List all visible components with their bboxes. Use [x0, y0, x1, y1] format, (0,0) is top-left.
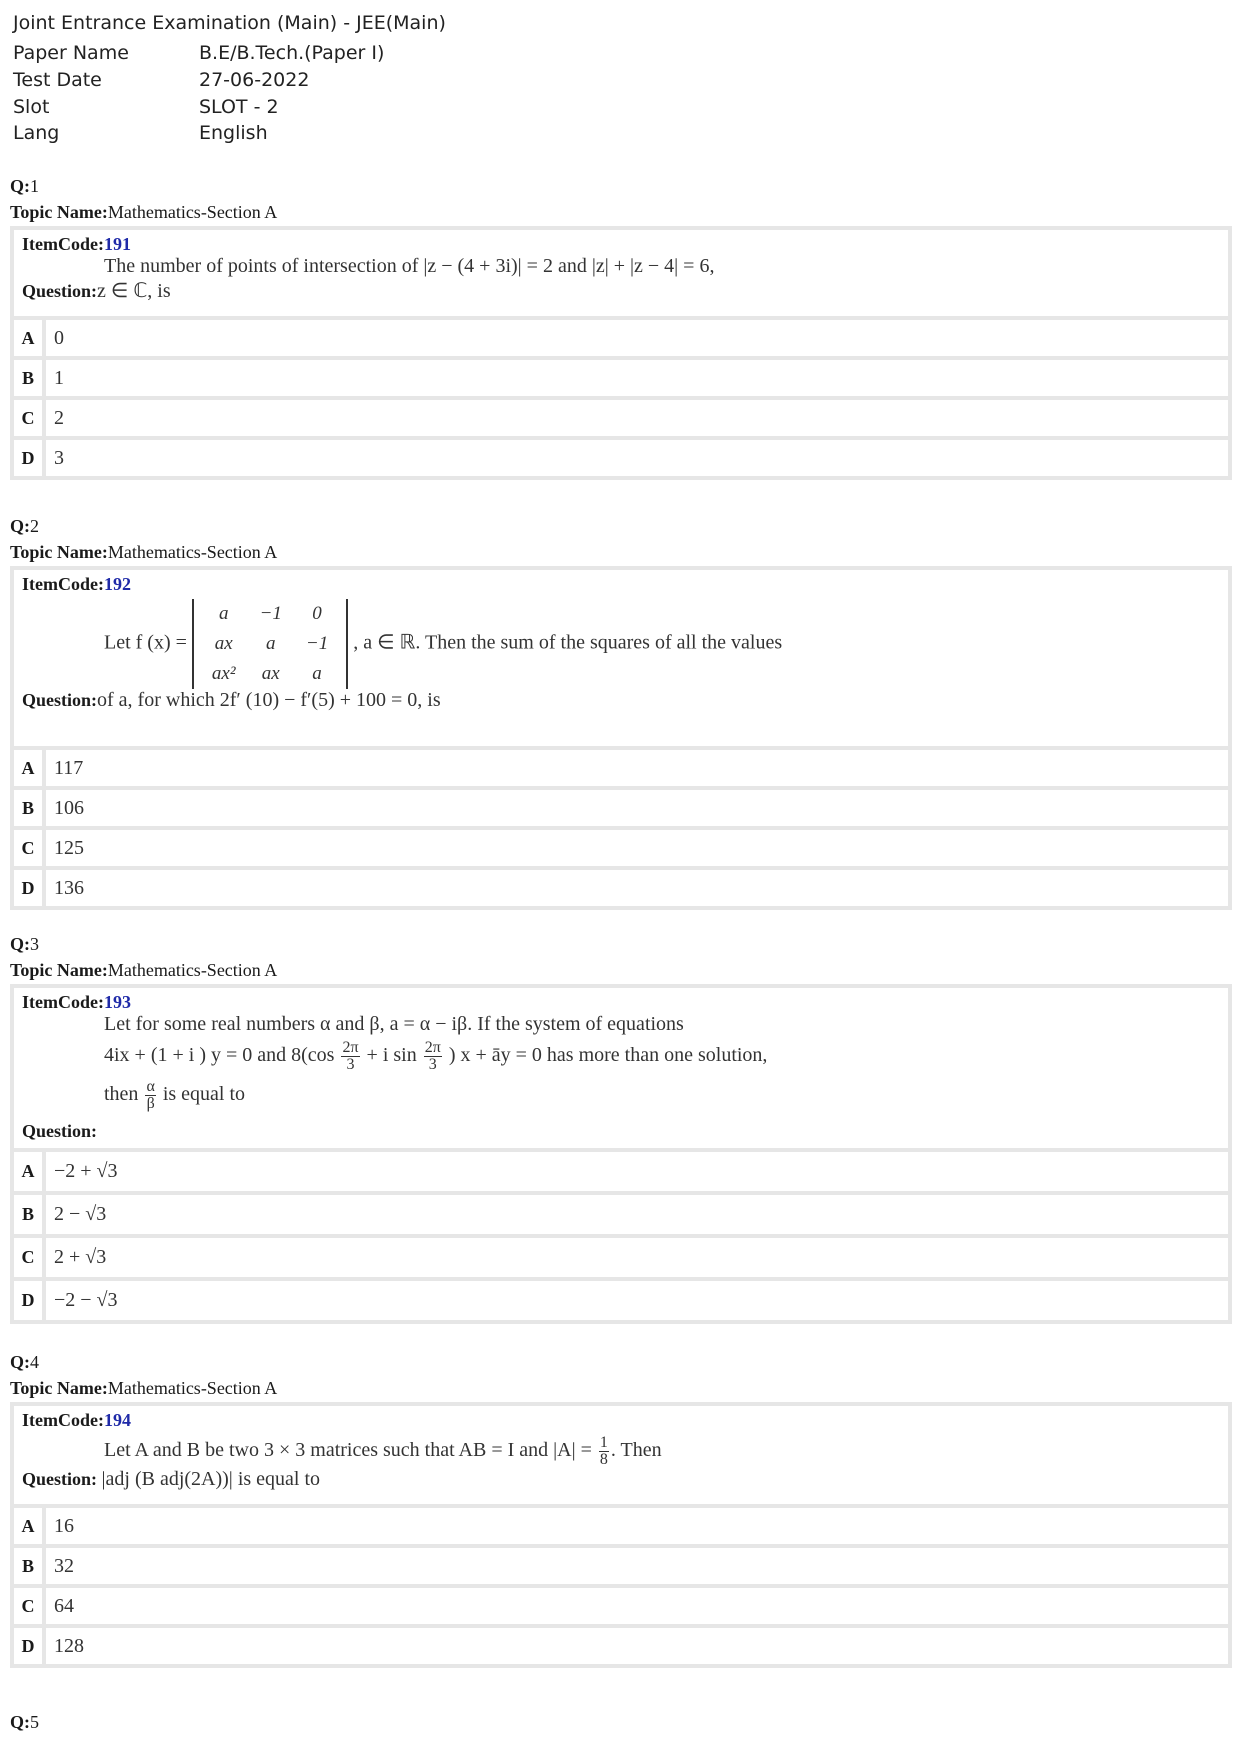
item-code: ItemCode:192: [22, 574, 131, 594]
option-b[interactable]: B 106: [14, 790, 1228, 830]
question-1: [10, 176, 1232, 480]
matrix-cell: ax: [261, 663, 280, 684]
matrix-cell: ax²: [211, 663, 236, 684]
question-box: [10, 1402, 1232, 1668]
meta-test-date: [13, 69, 309, 91]
topic-name: Topic Name:Mathematics-Section A: [10, 542, 278, 562]
option-c[interactable]: C 2: [14, 400, 1228, 440]
meta-key: Test Date: [13, 69, 102, 91]
meta-paper-name: [13, 42, 384, 64]
fraction: $\frac{2\pi}{3}$: [342, 1039, 359, 1073]
option-c[interactable]: C 125: [14, 830, 1228, 870]
meta-key: Lang: [13, 122, 60, 144]
topic-name: Topic Name:Mathematics-Section A: [10, 1378, 278, 1398]
question-text-post: , a ∈ ℝ. Then the sum of the squares of all the values: [353, 631, 783, 654]
matrix-cell: 0: [312, 603, 322, 624]
determinant-matrix: [192, 599, 348, 689]
meta-value: B.E/B.Tech.(Paper I): [199, 42, 385, 64]
option-d[interactable]: D 128: [14, 1628, 1228, 1664]
question-text-line2: 4ix + (1 + i ) y = 0 and 8(cos $\frac{2\pi}{3}$ + i sin $\frac{2\pi}{3}$ ) x + āy = 0 has more than one solution,: [104, 1039, 768, 1073]
matrix-cell: ax: [214, 633, 233, 654]
question-4: [10, 1352, 1232, 1668]
meta-value: 27-06-2022: [199, 69, 310, 91]
option-d[interactable]: D 3: [14, 440, 1228, 476]
matrix-cell: −1: [305, 633, 329, 654]
question-line2: Question:of a, for which 2f′ (10) − f′(5) + 100 = 0, is: [22, 689, 441, 711]
option-a[interactable]: A −2 + √3: [14, 1152, 1228, 1195]
question-number: Q:1: [10, 176, 39, 196]
question-number: Q:5: [10, 1712, 39, 1732]
exam-title: Joint Entrance Examination (Main) - JEE(Main): [13, 12, 446, 34]
matrix-cell: a: [218, 603, 229, 624]
item-code: ItemCode:191: [22, 234, 131, 254]
question-text: Let for some real numbers α and β, a = α − iβ. If the system of equations: [104, 1013, 684, 1035]
question-3: [10, 934, 1232, 1324]
question-text-line3: then $\frac{\alpha}{\beta}$ is equal to: [104, 1078, 246, 1112]
topic-name: Topic Name:Mathematics-Section A: [10, 202, 278, 222]
question-label: Question:: [22, 1121, 98, 1141]
option-d[interactable]: D −2 − √3: [14, 1281, 1228, 1320]
item-code: ItemCode:194: [22, 1410, 131, 1430]
question-cell: [14, 230, 1228, 320]
matrix-cell: a: [312, 663, 322, 684]
question-cell: [14, 1406, 1228, 1508]
option-c[interactable]: C 64: [14, 1588, 1228, 1628]
item-code: ItemCode:193: [22, 992, 131, 1012]
question-text: The number of points of intersection of |z − (4 + 3i)| = 2 and |z| + |z − 4| = 6,: [104, 255, 715, 277]
question-number: Q:2: [10, 516, 39, 536]
option-b[interactable]: B 2 − √3: [14, 1195, 1228, 1238]
meta-value: English: [199, 122, 268, 144]
question-text-pre: Let f (x) =: [104, 631, 187, 654]
question-line2: Question:z ∈ ℂ, is: [22, 280, 171, 302]
fraction: $\frac{2\pi}{3}$: [424, 1039, 441, 1073]
option-a[interactable]: A 0: [14, 320, 1228, 360]
option-d[interactable]: D 136: [14, 870, 1228, 906]
option-a[interactable]: A 117: [14, 750, 1228, 790]
question-number: Q:3: [10, 934, 39, 954]
meta-lang: [13, 122, 268, 144]
fraction: $\frac{1}{8}$: [599, 1434, 608, 1468]
question-5: [10, 1712, 1232, 1733]
meta-slot: [13, 96, 279, 118]
question-cell: [14, 570, 1228, 750]
option-b[interactable]: B 32: [14, 1548, 1228, 1588]
meta-value: SLOT - 2: [199, 96, 279, 118]
question-box: [10, 984, 1232, 1324]
question-cell: [14, 988, 1228, 1152]
meta-key: Paper Name: [13, 42, 129, 64]
question-2: [10, 516, 1232, 910]
option-a[interactable]: A 16: [14, 1508, 1228, 1548]
option-b[interactable]: B 1: [14, 360, 1228, 400]
question-number: Q:4: [10, 1352, 39, 1372]
option-c[interactable]: C 2 + √3: [14, 1238, 1228, 1281]
question-box: [10, 566, 1232, 910]
question-line2: Question: |adj (B adj(2A))| is equal to: [22, 1468, 321, 1490]
matrix-cell: a: [265, 633, 276, 654]
question-text: Let A and B be two 3 × 3 matrices such that AB = I and |A| = $\frac{1}{8}$ . Then: [104, 1434, 662, 1468]
meta-key: Slot: [13, 96, 50, 118]
matrix-cell: −1: [259, 603, 282, 624]
question-text: [104, 599, 1220, 689]
question-box: [10, 226, 1232, 480]
topic-name: Topic Name:Mathematics-Section A: [10, 960, 278, 980]
fraction: $\frac{\alpha}{\beta}$: [146, 1078, 155, 1112]
